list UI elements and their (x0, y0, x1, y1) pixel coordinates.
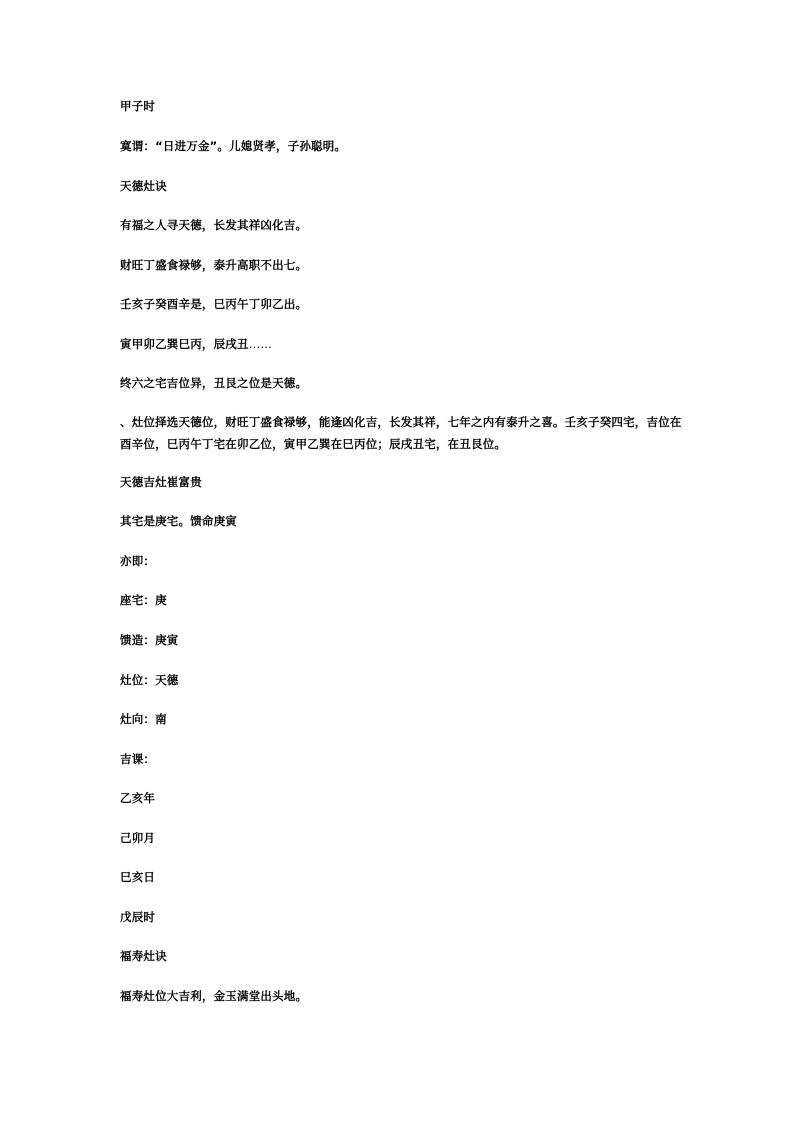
text-line-18: 乙亥年 (120, 791, 156, 805)
text-line-7 (120, 334, 690, 354)
text-line-4: 有福之人寻天德，长发其祥凶化吉。 (120, 218, 308, 232)
text-line-8: 终六之宅吉位异，丑艮之位是天德。 (120, 376, 308, 390)
ellipsis-mark: …… (248, 337, 273, 351)
text-line-1: 甲子时 (120, 99, 156, 113)
text-line-17: 吉课： (120, 752, 156, 766)
section-heading-tiande-jizao: 天德吉灶崔富贵 (120, 475, 202, 489)
text-line-7-main: 寅甲卯乙巽巳丙，辰戌丑 (120, 337, 249, 351)
section-heading-tiande: 天德灶诀 (120, 179, 167, 193)
text-line-23: 福寿灶位大吉利，金玉满堂出头地。 (120, 989, 308, 1003)
text-line-16: 灶向：南 (120, 712, 167, 726)
text-line-5: 财旺丁盛食禄够，泰升高职不出七。 (120, 258, 308, 272)
text-line-20: 巳亥日 (120, 870, 156, 884)
text-line-11: 其宅是庚宅。馈命庚寅 (120, 514, 237, 528)
text-line-12: 亦即： (120, 554, 156, 568)
section-heading-fushou: 福寿灶诀 (120, 949, 167, 963)
text-line-6: 壬亥子癸酉辛是，巳丙午丁卯乙出。 (120, 297, 308, 311)
text-line-15: 灶位：天德 (120, 673, 179, 687)
paragraph-explanation: 、灶位择选天德位，财旺丁盛食禄够，能逢凶化吉，长发其祥，七年之内有泰升之喜。壬亥子癸四宅，吉位在酉辛位，巳丙午丁宅在卯乙位，寅甲乙巽在巳丙位；辰戌丑宅，在丑艮位。 (120, 415, 682, 451)
text-line-2: 寞谓：“日进万金”。儿媳贤孝，子孙聪明。 (120, 139, 347, 153)
text-line-14: 馈造：庚寅 (120, 633, 179, 647)
text-line-13: 座宅：庚 (120, 593, 167, 607)
text-line-21: 戊辰时 (120, 910, 156, 924)
text-line-19: 己卯月 (120, 831, 156, 845)
